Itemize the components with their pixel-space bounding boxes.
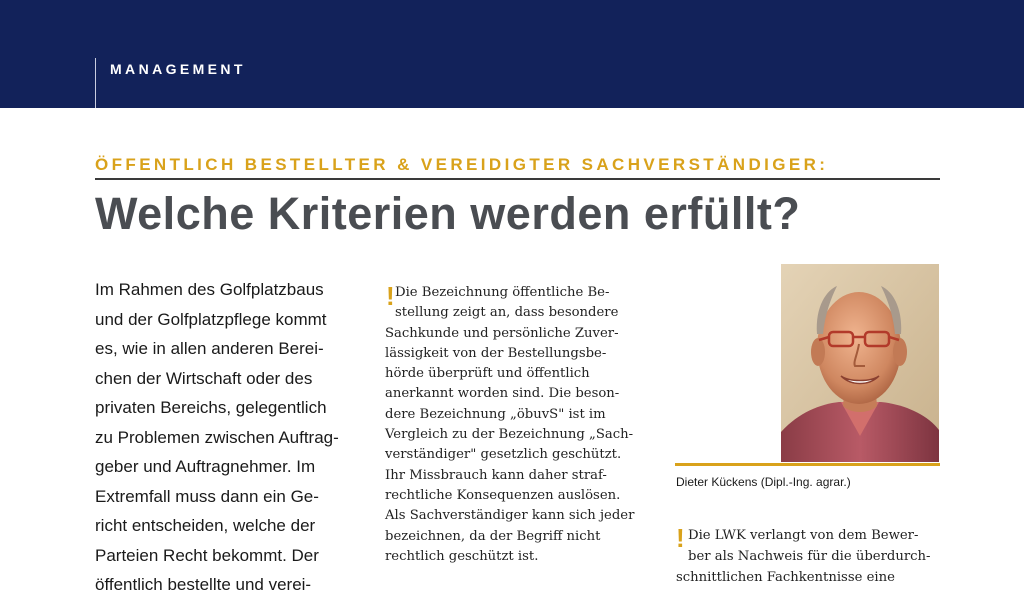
body-column-2 <box>385 283 635 567</box>
text-line: geber und Auftragnehmer. Im <box>95 457 316 476</box>
text-line: chen der Wirtschaft oder des <box>95 368 313 388</box>
text-line: Die LWK verlangt von dem Bewer- <box>688 528 919 543</box>
text-line: und der Golfplatzpflege kommt <box>95 309 327 329</box>
portrait-illustration <box>781 264 939 462</box>
section-label: MANAGEMENT <box>110 61 246 77</box>
text-line: anerkannt worden sind. Die beson- <box>385 386 620 402</box>
text-line: dere Bezeichnung „öbuvS" ist im <box>385 406 606 422</box>
kicker-rule <box>95 178 940 180</box>
section-divider <box>95 58 96 108</box>
text-line: öffentlich bestellte und verei- <box>95 575 312 594</box>
header-bar <box>0 0 1024 108</box>
body-column-3 <box>676 525 941 588</box>
caption-rule <box>675 463 940 466</box>
text-line: lässigkeit von der Bestellungsbe- <box>385 345 607 361</box>
text-line: schnittlichen Fachkentnisse eine <box>676 570 895 585</box>
text-line: zu Problemen zwischen Auftrag- <box>95 427 339 447</box>
text-line: richt entscheiden, welche der <box>95 516 316 535</box>
body-column-1 <box>95 275 360 600</box>
text-line: Als Sachverständiger kann sich jeder <box>385 508 635 524</box>
text-line: Ihr Missbrauch kann daher straf- <box>385 467 607 483</box>
text-line: privaten Bereichs, gelegentlich <box>95 398 327 417</box>
text-line: Im Rahmen des Golfplatzbaus <box>95 280 324 299</box>
article-kicker: ÖFFENTLICH BESTELLTER & VEREIDIGTER SACHVERSTÄNDIGER: <box>95 155 829 174</box>
photo-caption: Dieter Kückens (Dipl.-Ing. agrar.) <box>676 475 851 489</box>
text-line: bezeichnen, da der Begriff nicht <box>385 528 601 544</box>
text-line: stellung zeigt an, dass besondere <box>395 305 619 321</box>
text-line: verständiger" gesetzlich geschützt. <box>385 447 622 463</box>
exclamation-icon: ! <box>386 281 395 311</box>
text-line: hörde überprüft und öffentlich <box>385 366 590 382</box>
text-line: Parteien Recht bekommt. Der <box>95 545 319 565</box>
text-line: rechtliche Konsequenzen auslösen. <box>385 487 621 503</box>
text-line: Extremfall muss dann ein Ge- <box>95 486 319 506</box>
text-line: ber als Nachweis für die überdurch- <box>688 549 931 564</box>
article-title: Welche Kriterien werden erfüllt? <box>95 188 801 239</box>
text-line: Die Bezeichnung öffentliche Be- <box>395 285 610 300</box>
text-line: Sachkunde und persönliche Zuver- <box>385 325 619 341</box>
text-line: es, wie in allen anderen Berei- <box>95 339 324 358</box>
portrait-photo <box>781 264 939 462</box>
text-line: Vergleich zu der Bezeichnung „Sach- <box>385 427 634 443</box>
exclamation-icon: ! <box>676 523 685 553</box>
text-line: rechtlich geschützt ist. <box>385 548 539 564</box>
